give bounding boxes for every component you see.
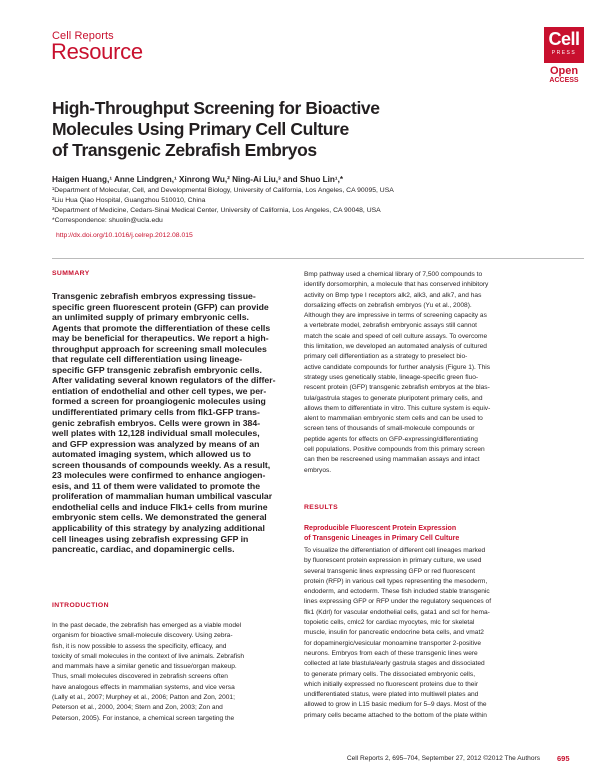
text-line: active candidate compounds for further analysis (Figure 1). This — [304, 363, 491, 371]
article-category: Resource — [51, 39, 143, 64]
correspondence: *Correspondence: shuolin@ucla.edu — [52, 217, 163, 224]
article-title — [52, 98, 472, 161]
results-heading: RESULTS — [304, 504, 339, 511]
text-line: alent to mammalian embryonic stem cells and can be used to — [304, 415, 483, 423]
text-line: Peterson et al., 2000, 2004; Stern and Zon, 2003; Zon and — [52, 704, 223, 712]
text-line: cell populations. Positive compounds from this primary screen — [304, 446, 485, 454]
text-line: fish, it is now possible to assess the specificity, efficacy, and — [52, 642, 227, 650]
summary-heading: SUMMARY — [52, 270, 90, 277]
text-line: peptide agents for effects on GFP-expressing/differentiating — [304, 435, 478, 443]
text-line: which initially expressed no fluorescent proteins due to their — [304, 680, 479, 688]
text-line: muscle, insulin for pancreatic endocrine beta cells, and vmat2 — [304, 629, 484, 637]
text-line: Peterson, 2005). For instance, a chemical screen targeting the — [52, 714, 235, 722]
logo-text: Cell — [548, 29, 580, 49]
title-line: Molecules Using Primary Cell Culture — [52, 119, 349, 139]
text-line: automated imaging system, which allowed us to — [52, 449, 251, 460]
doi-link[interactable]: http://dx.doi.org/10.1016/j.celrep.2012.08.015 — [56, 232, 193, 239]
text-line: activity on Bmp type I receptors alk2, alk3, and alk7, and has — [304, 291, 482, 299]
text-line: tula/gastrula stages to generate pluripotent primary cells, and — [304, 394, 483, 402]
text-line: esis, and 11 of them were validated to promote the — [52, 480, 261, 491]
logo-subtext: PRESS — [551, 50, 577, 56]
summary-text — [52, 291, 292, 555]
text-line: a vertebrate model, zebrafish embryonic assays still cannot — [304, 322, 477, 330]
affiliation: ¹Department of Molecular, Cell, and Developmental Biology, University of California, Los Angeles, CA 90095, USA — [52, 187, 394, 194]
open-access-sublabel: ACCESS — [549, 77, 579, 84]
introduction-heading: INTRODUCTION — [52, 602, 109, 609]
footer-citation: Cell Reports 2, 695–704, September 27, 2012 ©2012 The Authors — [346, 755, 540, 762]
body-text-column — [304, 270, 544, 476]
affiliation: ²Liu Hua Qiao Hospital, Guangzhou 510010, China — [52, 197, 206, 204]
text-line: specific GFP transgenic zebrafish embryonic cells. — [52, 364, 262, 375]
text-line: Agents that promote the differentiation of these cells — [52, 322, 271, 333]
text-line: After validating several known regulators of the differ- — [52, 375, 276, 386]
results-text — [304, 546, 544, 721]
open-access-label: Open — [549, 65, 579, 77]
text-line: genic zebrafish embryos. Cells were grown in 384- — [52, 417, 261, 428]
text-line: and GFP expression was analyzed by means of an — [52, 438, 260, 449]
text-line: organism for bioactive small-molecule discovery. Using zebra- — [52, 632, 233, 640]
text-line: proliferation of mammalian human umbilical vascular — [52, 491, 273, 502]
text-line: well plates with 12,128 individual small molecules, — [52, 428, 260, 439]
subheading-line: Reproducible Fluorescent Protein Expression — [304, 525, 457, 532]
text-line: by fluorescent protein expression in primary culture, we used — [304, 557, 482, 565]
text-line: have analogous effects in mammalian systems, and vice versa — [52, 683, 235, 691]
text-line: and mammals have a similar genetic and tissue/organ makeup. — [52, 663, 237, 671]
subheading-line: of Transgenic Lineages in Primary Cell Culture — [304, 535, 460, 542]
page-number: 695 — [557, 754, 570, 763]
title-line: High-Throughput Screening for Bioactive — [52, 98, 380, 118]
text-line: allowed to grow in L15 basic medium for 5–9 days. Most of the — [304, 701, 487, 709]
text-line: Although they are impressive in terms of screening capacity as — [304, 312, 487, 320]
text-line: protein (RFP) in various cell types representing the mesoderm, — [304, 577, 488, 585]
text-line: for dopaminergic/vesicular monoamine transporter 2-positive — [304, 639, 482, 647]
section-divider — [52, 258, 584, 259]
text-line: toxicity of small molecules in the context of live animals. Zebrafish — [52, 652, 245, 660]
cell-press-logo — [544, 27, 584, 63]
text-line: rescent protein (GFP) transgenic zebrafish embryos at the blas- — [304, 384, 490, 392]
text-line: throughput approach for screening small molecules — [52, 343, 267, 354]
text-line: match the scale and speed of cell culture assays. To overcome — [304, 332, 488, 340]
text-line: embryonic stem cells. We demonstrated the general — [52, 512, 267, 523]
text-line: dorsalizing effects on zebrafish embryos (Yu et al., 2008). — [304, 301, 472, 309]
text-line: Transgenic zebrafish embryos expressing tissue- — [52, 291, 256, 301]
text-line: To visualize the differentiation of different cell lineages marked — [304, 547, 486, 554]
results-subheading — [304, 524, 459, 544]
text-line: pancreatic, cardiac, and dopaminergic cells. — [52, 544, 235, 555]
text-line: topoietic cells, cmlc2 for cardiac myocytes, mlc for skeletal — [304, 619, 475, 627]
text-line: strategy uses genetically stable, lineage-specific green fluo- — [304, 373, 479, 381]
text-line: primary cell differentiation as a strategy to preselect bio- — [304, 353, 468, 361]
text-line: lines expressing GFP or RFP under the regulatory sequences of — [304, 598, 492, 606]
text-line: primary cells became attached to the bottom of the plate within — [304, 711, 487, 719]
text-line: flk1 (Kdrl) for vascular endothelial cells, gata1 and scl for hema- — [304, 608, 490, 616]
text-line: specific green fluorescent protein (GFP) can provide — [52, 301, 269, 312]
text-line: this limitation, we developed an automated analysis of cultured — [304, 343, 487, 351]
affiliation: ³Department of Medicine, Cedars-Sinai Medical Center, University of California, Los Angeles, CA 90048, USA — [52, 207, 381, 214]
text-line: (Lally et al., 2007; Murphey et al., 2006; Patton and Zon, 2001; — [52, 694, 235, 702]
text-line: entiation of endothelial and other cell types, we per- — [52, 385, 267, 396]
text-line: to generate primary cells. The dissociated embryonic cells, — [304, 670, 476, 678]
text-line: embryos. — [304, 466, 332, 474]
text-line: several transgenic lines expressing GFP or red fluorescent — [304, 567, 476, 575]
author-list: Haigen Huang,¹ Anne Lindgren,¹ Xinrong Wu,² Ning-Ai Liu,³ and Shuo Lin¹,* — [52, 175, 344, 184]
text-line: identify dorsomorphin, a molecule that has conserved inhibitory — [304, 281, 489, 289]
text-line: neurons. Embryos from each of these transgenic lines were — [304, 649, 478, 657]
text-line: In the past decade, the zebrafish has emerged as a viable model — [52, 622, 242, 629]
text-line: formed a screen for proangiogenic molecules using — [52, 396, 266, 407]
text-line: screen tens of thousands of small-molecule compounds or — [304, 425, 475, 433]
text-line: endothelial cells and induce Flk1+ cells from murine — [52, 501, 268, 512]
text-line: undifferentiated status, were plated into multiwell plates and — [304, 691, 479, 699]
introduction-text — [52, 621, 292, 724]
text-line: an unlimited supply of primary embryonic cells. — [52, 312, 249, 323]
text-line: screen thousands of compounds weekly. As a result, — [52, 459, 271, 470]
text-line: 23 molecules were confirmed to enhance angiogen- — [52, 470, 266, 481]
text-line: collected at late blastula/early gastrula stages and dissociated — [304, 660, 485, 668]
journal-name: Cell Reports — [52, 30, 114, 42]
text-line: Thus, small molecules discovered in zebrafish screens often — [52, 673, 228, 681]
text-line: Bmp pathway used a chemical library of 7,500 compounds to — [304, 271, 483, 278]
title-line: of Transgenic Zebrafish Embryos — [52, 140, 317, 160]
text-line: allows them to differentiate in vitro. This culture system is equiv- — [304, 404, 491, 412]
text-line: applicability of this strategy by analyzing additional — [52, 523, 265, 534]
text-line: undifferentiated primary cells from flk1-GFP trans- — [52, 407, 260, 418]
text-line: cell lineages using zebrafish expressing GFP in — [52, 533, 249, 544]
text-line: that regulate cell differentiation using lineage- — [52, 354, 243, 365]
text-line: can then be rescreened using mammalian assays and intact — [304, 456, 480, 464]
text-line: endoderm, and ectoderm. These fish included stable transgenic — [304, 588, 490, 596]
text-line: may be beneficial for therapeutics. We report a high- — [52, 333, 269, 344]
